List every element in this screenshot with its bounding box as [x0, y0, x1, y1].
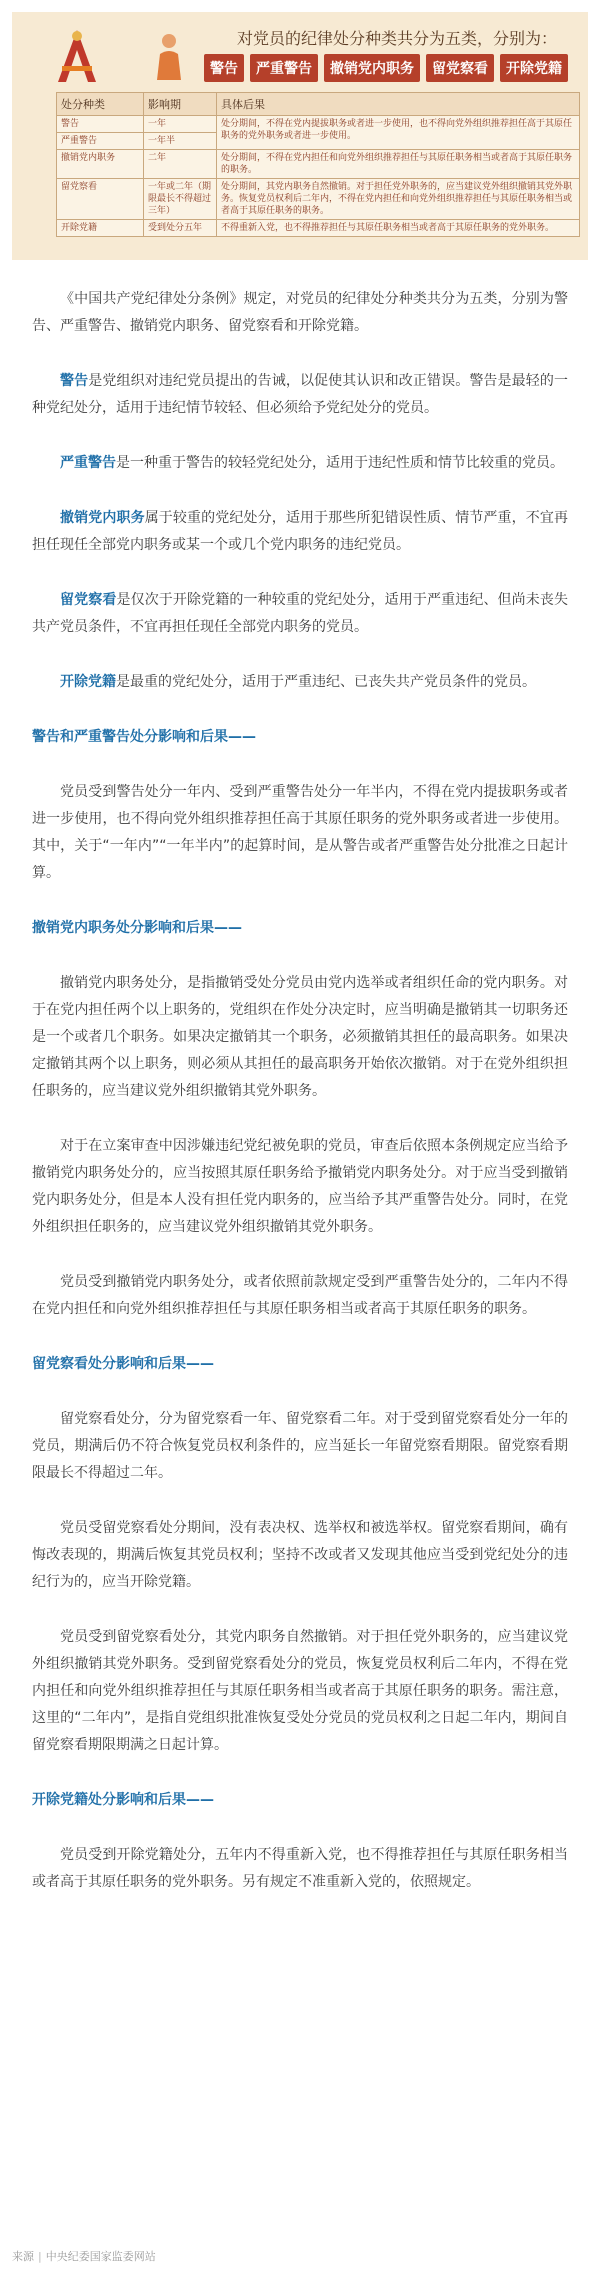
table-row	[57, 220, 580, 237]
table-cell: 撤销党内职务	[57, 150, 144, 179]
section-paragraph: 党员受留党察看处分期间，没有表决权、选举权和被选举权。留党察看期间，确有悔改表现的，期满后恢复其党员权利；坚持不改或者又发现其他应当受到党纪处分的违纪行为的，应当开除党籍。	[32, 1520, 568, 1590]
badge-removal-from-post: 撤销党内职务	[324, 54, 420, 82]
source-label: 来源	[12, 2250, 34, 2263]
badge-serious-warning: 严重警告	[250, 54, 318, 82]
section-title: 留党察看处分影响和后果——	[32, 1356, 214, 1372]
definition-paragraph	[32, 587, 568, 641]
table-cell: 受到处分五年	[144, 220, 217, 237]
definition-text: 是一种重于警告的较轻党纪处分，适用于违纪性质和情节比较重的党员。	[116, 455, 564, 471]
badge-expulsion: 开除党籍	[500, 54, 568, 82]
section-paragraph: 撤销党内职务处分，是指撤销受处分党员由党内选举或者组织任命的党内职务。对于在党内担任两个以上职务的，党组织在作处分决定时，应当明确是撤销其一切职务还是一个或者几个职务。如果决定撤销其一个职务，必须撤销其担任的最高职务。如果决定撤销其两个以上职务，则必须从其担任的最高职务开始依次撤销。对于在党外组织担任职务的，应当建议党外组织撤销其党外职务。	[32, 975, 568, 1099]
table-row	[57, 116, 580, 133]
table-cell: 一年	[144, 116, 217, 133]
table-header-row	[57, 93, 580, 116]
table-cell: 二年	[144, 150, 217, 179]
section-paragraph: 党员受到警告处分一年内、受到严重警告处分一年半内，不得在党内提拔职务或者进一步使用，也不得向党外组织推荐担任高于其原任职务的党外职务或者进一步使用。其中，关于“一年内”“一年半内”的起算时间，是从警告或者严重警告处分批准之日起计算。	[32, 784, 568, 881]
penalty-table	[56, 92, 580, 237]
section-title: 警告和严重警告处分影响和后果——	[32, 729, 256, 745]
section-paragraph: 党员受到留党察看处分，其党内职务自然撤销。对于担任党外职务的，应当建议党外组织撤销其党外职务。受到留党察看处分的党员，恢复党员权利后二年内，不得在党内担任和向党外组织推荐担任与其原任职务相当或者高于其原任职务的职务。需注意，这里的“二年内”，是指自党组织批准恢复受处分党员的党员权利之日起二年内，期间自留党察看期限期满之日起计算。	[32, 1629, 568, 1753]
table-cell: 严重警告	[57, 133, 144, 150]
table-cell: 处分期间，其党内职务自然撤销。对于担任党外职务的，应当建议党外组织撤销其党外职务。恢复党员权利后二年内，不得在党内担任和向党外组织推荐担任与其原任职务相当或者高于其原任职务的职务。	[217, 179, 580, 220]
term-highlight: 开除党籍	[60, 674, 116, 690]
table-header: 具体后果	[217, 93, 580, 116]
definition-paragraph	[32, 505, 568, 559]
source-name[interactable]: 中央纪委国家监委网站	[45, 2250, 156, 2263]
table-cell: 不得重新入党，也不得推荐担任与其原任职务相当或者高于其原任职务的党外职务。	[217, 220, 580, 237]
definition-text: 是最重的党纪处分，适用于严重违纪、已丧失共产党员条件的党员。	[116, 674, 536, 690]
section-paragraph: 留党察看处分，分为留党察看一年、留党察看二年。对于受到留党察看处分一年的党员，期满后仍不符合恢复党员权利条件的，应当延长一年留党察看期限。留党察看期限最长不得超过二年。	[32, 1411, 568, 1481]
badge-warning: 警告	[204, 54, 244, 82]
table-cell: 处分期间，不得在党内担任和向党外组织推荐担任与其原任职务相当或者高于其原任职务的职务。	[217, 150, 580, 179]
table-header: 影响期	[144, 93, 217, 116]
section-title: 开除党籍处分影响和后果——	[32, 1792, 214, 1808]
penalty-badges	[204, 54, 584, 82]
party-emblem-icon	[42, 26, 112, 86]
definition-text: 属于较重的党纪处分，适用于那些所犯错误性质、情节严重，不宜再担任现任全部党内职务或某一个或几个党内职务的违纪党员。	[32, 510, 569, 553]
section-paragraph: 对于在立案审查中因涉嫌违纪党纪被免职的党员，审查后依照本条例规定应当给予撤销党内职务处分的，应当按照其原任职务给予撤销党内职务处分。对于应当受到撤销党内职务处分，但是本人没有担任党内职务的，应当给予其严重警告处分。同时，在党外组织担任职务的，应当建议党外组织撤销其党外职务。	[32, 1138, 568, 1235]
person-illustration-icon	[152, 32, 186, 82]
table-header: 处分种类	[57, 93, 144, 116]
definition-paragraph	[32, 368, 568, 422]
term-highlight: 撤销党内职务	[60, 510, 145, 526]
article-body	[32, 286, 568, 1924]
term-highlight: 严重警告	[60, 455, 116, 471]
footer-separator: |	[38, 2250, 42, 2263]
term-highlight: 警告	[60, 373, 89, 389]
table-cell: 留党察看	[57, 179, 144, 220]
source-footer	[12, 2248, 588, 2264]
table-cell: 开除党籍	[57, 220, 144, 237]
section-paragraph: 党员受到开除党籍处分，五年内不得重新入党，也不得推荐担任与其原任职务相当或者高于其原任职务的党外职务。另有规定不准重新入党的，依照规定。	[32, 1847, 568, 1890]
term-highlight: 留党察看	[60, 592, 117, 608]
definition-text: 是党组织对违纪党员提出的告诫，以促使其认识和改正错误。警告是最轻的一种党纪处分，适用于违纪情节较轻、但必须给予党纪处分的党员。	[32, 373, 569, 416]
intro-paragraph: 《中国共产党纪律处分条例》规定，对党员的纪律处分种类共分为五类，分别为警告、严重警告、撤销党内职务、留党察看和开除党籍。	[32, 291, 568, 334]
table-cell: 处分期间，不得在党内提拔职务或者进一步使用，也不得向党外组织推荐担任高于其原任职务的党外职务或者进一步使用。	[217, 116, 580, 150]
infographic-banner	[12, 12, 588, 260]
section-title: 撤销党内职务处分影响和后果——	[32, 920, 242, 936]
badge-probation: 留党察看	[426, 54, 494, 82]
table-cell: 一年或二年（期限最长不得超过三年）	[144, 179, 217, 220]
definition-paragraph	[32, 450, 568, 477]
table-cell: 警告	[57, 116, 144, 133]
table-row	[57, 150, 580, 179]
section-paragraph: 党员受到撤销党内职务处分，或者依照前款规定受到严重警告处分的，二年内不得在党内担任和向党外组织推荐担任与其原任职务相当或者高于其原任职务的职务。	[32, 1274, 568, 1317]
definition-paragraph	[32, 669, 568, 696]
table-cell: 一年半	[144, 133, 217, 150]
banner-heading: 对党员的纪律处分种类共分为五类，分别为：	[236, 29, 557, 48]
definition-text: 是仅次于开除党籍的一种较重的党纪处分，适用于严重违纪、但尚未丧失共产党员条件，不宜再担任现任全部党内职务的党员。	[32, 592, 569, 635]
table-row	[57, 179, 580, 220]
